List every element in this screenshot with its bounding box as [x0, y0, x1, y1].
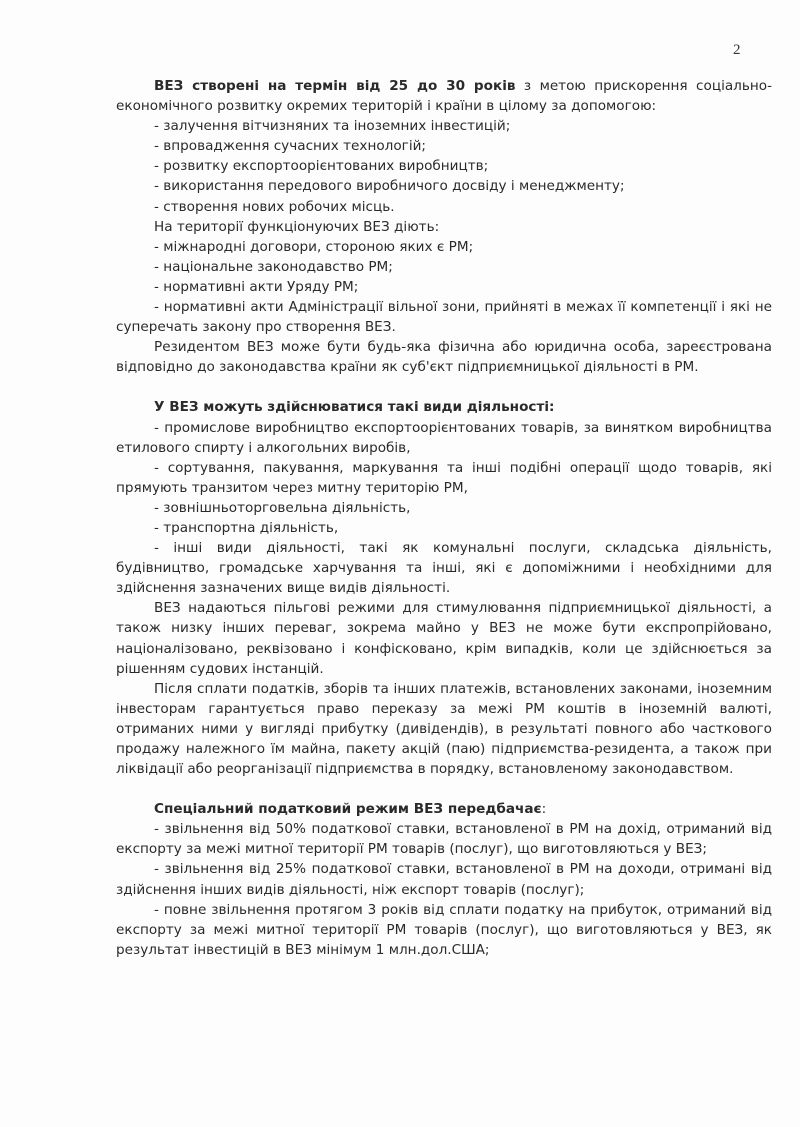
goal-item: - створення нових робочих місць. — [154, 198, 395, 215]
activity-item: - транспортна діяльність, — [154, 519, 339, 536]
goal-item: - залучення вітчизняних та іноземних інвестицій; — [154, 118, 511, 135]
page-number: 2 — [733, 42, 741, 58]
transfer-paragraph: Після сплати податків, зборів та інших платежів, встановлених законами, іноземним інвесторам гарантується право переказу за межі РМ коштів в іноземній валюті, отриманих ними у вигляді прибутку (дивідендів), в результаті повного або часткового продажу належного їм майна, пакету акцій (паю) підприємства-резидента, а також при ліквідації або реорганізації підприємства в порядку, встановленому законодавством. — [116, 680, 772, 778]
activities-heading — [116, 397, 772, 417]
tax-heading — [116, 799, 772, 819]
document-body — [116, 76, 772, 960]
goal-item: - впровадження сучасних технологій; — [154, 138, 427, 155]
intro-text: з метою прискорення соціально-економічного розвитку окремих територій і країни в цілому за допомогою: — [116, 78, 772, 115]
law-item: - нормативні акти Адміністрації вільної зони, прийняті в межах її компетенції і які не суперечать закону про створення ВЕЗ. — [116, 299, 772, 336]
tax-heading-text: Спеціальний податковий режим ВЕЗ передбачає — [154, 801, 542, 818]
goal-item: - розвитку експортоорієнтованих виробництв; — [154, 158, 489, 175]
activity-item: - промислове виробництво експортоорієнтованих товарів, за винятком виробництва етилового спирту і алкогольних виробів, — [116, 419, 772, 456]
activity-item: - зовнішньоторговельна діяльність, — [154, 499, 411, 516]
law-heading: На території функціонуючих ВЕЗ діють: — [154, 218, 440, 235]
law-item: - міжнародні договори, стороною яких є РМ; — [154, 238, 474, 255]
law-item: - нормативні акти Уряду РМ; — [154, 278, 359, 295]
intro-paragraph — [116, 76, 772, 116]
tax-item: - звільнення від 50% податкової ставки, встановленої в РМ на дохід, отриманий від експорту за межі митної території РМ товарів (послуг), що виготовляються у ВЕЗ; — [116, 821, 772, 858]
law-item: - національне законодавство РМ; — [154, 258, 393, 275]
activity-item: - сортування, пакування, маркування та інші подібні операції щодо товарів, які прямують транзитом через митну територію РМ, — [116, 459, 772, 496]
benefits-paragraph: ВЕЗ надаються пільгові режими для стимулювання підприємницької діяльності, а також низку інших переваг, зокрема майно у ВЕЗ не може бути експропрійовано, націоналізовано, реквізовано і конфісковано, крім випадків, коли це здійснюється за рішенням судових інстанцій. — [116, 600, 772, 677]
tax-heading-suffix: : — [541, 801, 547, 818]
intro-bold: ВЕЗ створені на термін від 25 до 30 років — [154, 78, 516, 94]
tax-item: - звільнення від 25% податкової ставки, встановленої в РМ на доходи, отримані від здійснення інших видів діяльності, ніж експорт товарів (послуг); — [116, 861, 772, 898]
tax-item: - повне звільнення протягом 3 років від сплати податку на прибуток, отриманий від експорту за межі митної території РМ товарів (послуг), що виготовляються у ВЕЗ, як результат інвестицій в ВЕЗ мінімум 1 млн.дол.США; — [116, 901, 772, 958]
resident-paragraph: Резидентом ВЕЗ може бути будь-яка фізична або юридична особа, зареєстрована відповідно до законодавства країни як суб'єкт підприємницької діяльності в РМ. — [116, 339, 772, 376]
activities-heading-text: У ВЕЗ можуть здійснюватися такі види діяльності: — [154, 399, 555, 416]
activity-item: - інші види діяльності, такі як комунальні послуги, складська діяльність, будівництво, громадське харчування та інші, які є допоміжними і необхідними для здійснення зазначених вище видів діяльності. — [116, 540, 772, 597]
goal-item: - використання передового виробничого досвіду і менеджменту; — [154, 178, 625, 195]
